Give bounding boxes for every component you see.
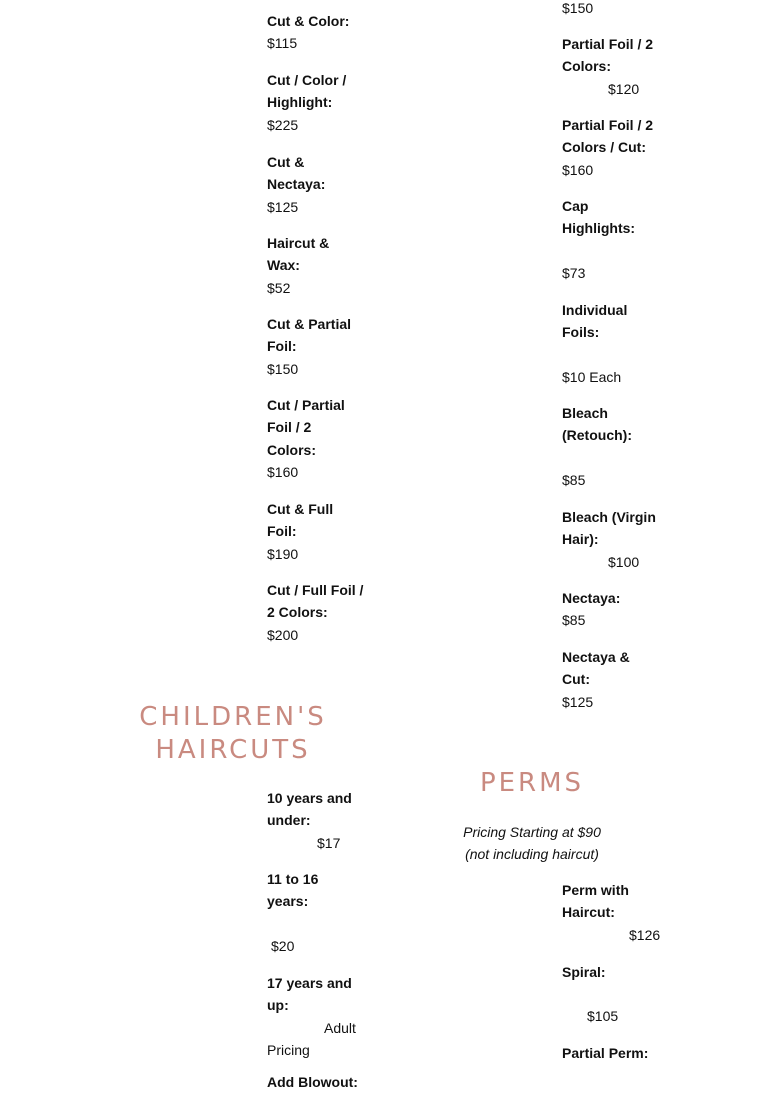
- perms-pricing-note: [432, 821, 632, 866]
- item-name: Nectaya:: [562, 590, 621, 606]
- item-price: $120: [608, 80, 640, 97]
- price-item: [562, 506, 664, 573]
- item-name: Cut & Full Foil:: [267, 501, 334, 540]
- item-name: 11 to 16 years:: [267, 871, 319, 910]
- price-item: [562, 33, 662, 100]
- section-title-perms: PERMS: [479, 768, 585, 798]
- price-item: [562, 195, 652, 284]
- item-name: Spiral:: [562, 964, 606, 980]
- item-name: Partial Perm:: [562, 1045, 649, 1061]
- price-item: [267, 151, 347, 218]
- price-item: [267, 579, 365, 646]
- item-name: Add Blowout:: [267, 1074, 358, 1090]
- item-price: $100: [608, 553, 640, 570]
- price-item: [562, 1042, 672, 1064]
- price-item: [267, 1071, 377, 1093]
- item-name: Cap Highlights:: [562, 198, 636, 237]
- item-name: Partial Foil / 2 Colors / Cut:: [562, 117, 654, 156]
- item-price: Adult Pricing: [267, 1019, 356, 1059]
- item-name: Cut / Full Foil / 2 Colors:: [267, 582, 364, 621]
- item-price: $85: [562, 612, 586, 629]
- item-name: Bleach (Virgin Hair):: [562, 509, 656, 548]
- item-name: Bleach (Retouch):: [562, 405, 632, 444]
- price-item: [562, 114, 662, 181]
- item-price: $125: [562, 693, 594, 710]
- item-price: $17: [317, 834, 341, 851]
- item-price: $200: [267, 626, 299, 643]
- item-price: $52: [267, 279, 291, 296]
- item-name: Cut & Partial Foil:: [267, 316, 352, 355]
- item-price: $105: [587, 1008, 619, 1025]
- item-name: Cut / Partial Foil / 2 Colors:: [267, 397, 345, 458]
- item-price: $126: [629, 926, 661, 943]
- item-price: $225: [267, 116, 299, 133]
- item-price: $73: [562, 264, 586, 281]
- price-item: [562, 587, 652, 632]
- price-item: [267, 868, 347, 957]
- price-item: [267, 498, 347, 565]
- item-name: Perm with Haircut:: [562, 882, 629, 921]
- item-name: Cut & Color:: [267, 13, 350, 29]
- perms-note-line: (not including haircut): [465, 846, 599, 863]
- perms-note-line: Pricing Starting at $90: [463, 824, 601, 840]
- item-name: Haircut & Wax:: [267, 235, 330, 274]
- price-item: [267, 10, 362, 55]
- item-price: $150: [562, 0, 594, 16]
- price-item: [267, 232, 347, 299]
- price-item: [267, 313, 362, 380]
- item-price: $160: [267, 464, 299, 481]
- price-item: [267, 69, 362, 136]
- section-title-line: CHILDREN'S: [139, 702, 327, 732]
- item-name: Cut & Nectaya:: [267, 154, 326, 193]
- price-item: [267, 972, 365, 1062]
- price-item: [562, 961, 652, 1028]
- item-price: $20: [271, 937, 295, 954]
- price-item: [267, 787, 365, 854]
- item-name: Individual Foils:: [562, 302, 628, 341]
- item-price: $115: [267, 35, 298, 52]
- price-item: [267, 394, 362, 484]
- price-item: [562, 879, 672, 946]
- section-title-childrens-haircuts: [118, 701, 348, 767]
- item-price: $125: [267, 198, 299, 215]
- item-price: $190: [267, 545, 299, 562]
- item-price: $85: [562, 471, 586, 488]
- price-item: [562, 299, 652, 388]
- price-item-price-only: [562, 0, 593, 19]
- item-name: 10 years and under:: [267, 790, 352, 829]
- item-price: $160: [562, 161, 594, 178]
- price-item: [562, 402, 652, 491]
- item-name: Partial Foil / 2 Colors:: [562, 36, 654, 75]
- item-price: $150: [267, 360, 299, 377]
- section-title-line: HAIRCUTS: [155, 735, 311, 765]
- price-item: [562, 646, 642, 713]
- item-name: 17 years and up:: [267, 975, 352, 1014]
- item-price: $10 Each: [562, 368, 622, 385]
- item-name: Cut / Color / Highlight:: [267, 72, 347, 111]
- item-name: Nectaya & Cut:: [562, 649, 630, 688]
